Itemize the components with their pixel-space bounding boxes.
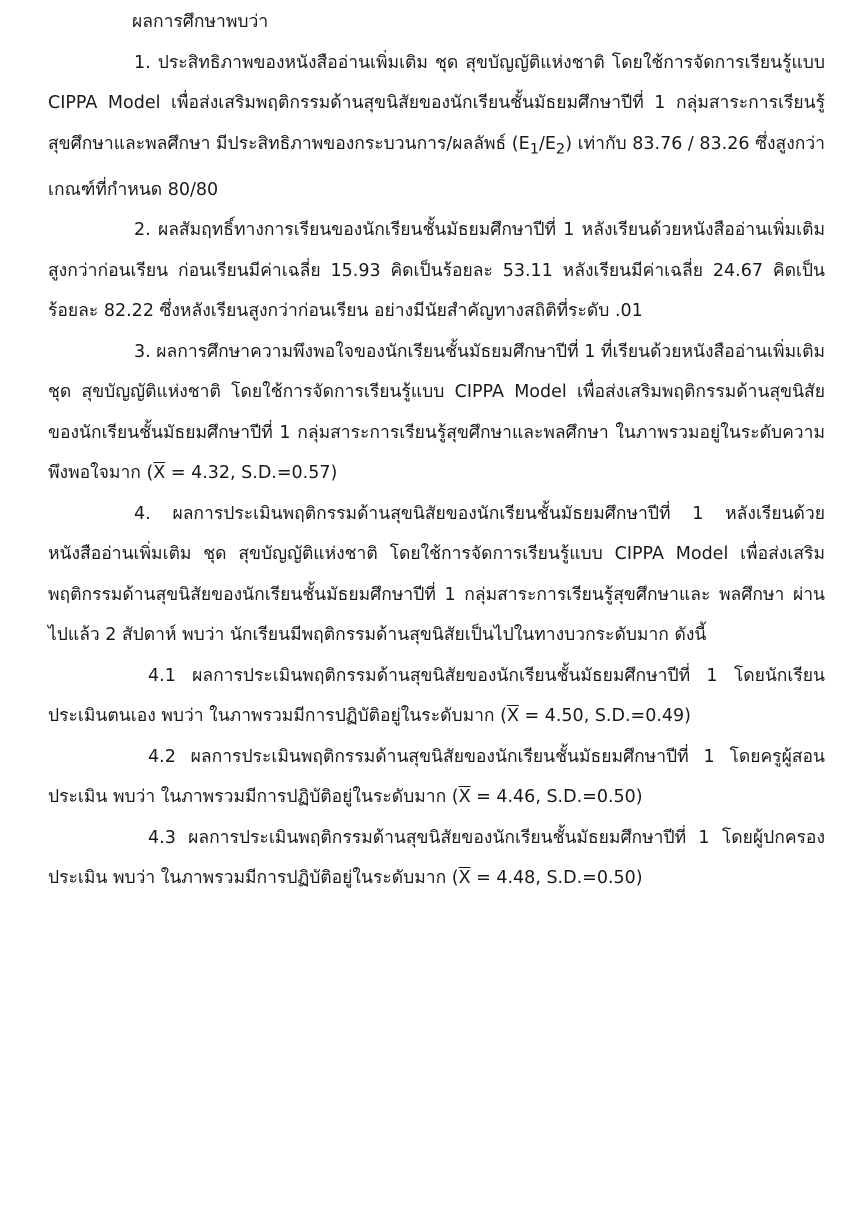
e1-subscript: 1	[529, 140, 539, 157]
mean-symbol: $\overline{X}$	[506, 706, 519, 726]
finding-1-paragraph	[48, 43, 825, 211]
finding-1-mid: /E	[538, 133, 556, 154]
finding-2-paragraph: 2. ผลสัมฤทธิ์ทางการเรียนของนักเรียนชั้นมัธยมศึกษาปีที่ 1 หลังเรียนด้วยหนังสืออ่านเพิ่มเติม สูงกว่าก่อนเรียน ก่อนเรียนมีค่าเฉลี่ย 15.93 คิดเป็นร้อยละ 53.11 หลังเรียนมีค่าเฉลี่ย 24.67 คิดเป็นร้อยละ 82.22 ซึ่งหลังเรียนสูงกว่าก่อนเรียน อย่างมีนัยสำคัญทางสถิติที่ระดับ .01	[48, 220, 825, 321]
finding-4-3-paragraph	[48, 818, 825, 899]
finding-4-paragraph: 4. ผลการประเมินพฤติกรรมด้านสุขนิสัยของนักเรียนชั้นมัธยมศึกษาปีที่ 1 หลังเรียนด้วยหนังสืออ่านเพิ่มเติม ชุด สุขบัญญัติแห่งชาติ โดยใช้การจัดการเรียนรู้แบบ CIPPA Model เพื่อส่งเสริมพฤติกรรมด้านสุขนิสัยของนักเรียนชั้นมัธยมศึกษาปีที่ 1 กลุ่มสาระการเรียนรู้สุขศึกษาและ พลศึกษา ผ่านไปแล้ว 2 สัปดาห์ พบว่า นักเรียนมีพฤติกรรมด้านสุขนิสัยเป็นไปในทางบวกระดับมาก ดังนี้	[48, 503, 825, 645]
finding-3-stats: = 4.32, S.D.=0.57)	[165, 463, 338, 483]
finding-1-text: 1. ประสิทธิภาพของหนังสืออ่านเพิ่มเติม ชุด สุขบัญญัติแห่งชาติ โดยใช้การจัดการเรียนรู้แบบ CIPPA Model เพื่อส่งเสริมพฤติกรรมด้านสุขนิสัยของนักเรียนชั้นมัธยมศึกษาปีที่ 1 กลุ่มสาระการเรียนรู้สุขศึกษาและพลศึกษา มีประสิทธิภาพของกระบวนการ/ผลลัพธ์ (E	[48, 52, 825, 154]
finding-4-2-stats: = 4.46, S.D.=0.50)	[470, 787, 643, 807]
document-page	[48, 0, 825, 899]
finding-3-paragraph	[48, 332, 825, 494]
finding-4-2-paragraph	[48, 737, 825, 818]
mean-symbol: $\overline{X}$	[458, 787, 471, 807]
findings-heading: ผลการศึกษาพบว่า	[132, 12, 269, 32]
finding-3-text: 3. ผลการศึกษาความพึงพอใจของนักเรียนชั้นมัธยมศึกษาปีที่ 1 ที่เรียนด้วยหนังสืออ่านเพิ่มเติม ชุด สุขบัญญัติแห่งชาติ โดยใช้การจัดการเรียนรู้แบบ CIPPA Model เพื่อส่งเสริมพฤติกรรมด้านสุขนิสัยของนักเรียนชั้นมัธยมศึกษาปีที่ 1 กลุ่มสาระการเรียนรู้สุขศึกษาและพลศึกษา ในภาพรวมอยู่ในระดับความพึงพอใจมาก (	[48, 341, 825, 483]
finding-4-1-stats: = 4.50, S.D.=0.49)	[518, 706, 691, 726]
mean-symbol: $\overline{X}$	[153, 463, 166, 483]
finding-1-end: ) เท่ากับ 83.76 / 83.26 ซึ่งสูงกว่าเกณฑ์ที่กำหนด 80/80	[48, 133, 825, 200]
mean-symbol: $\overline{X}$	[458, 868, 471, 888]
finding-4-3-stats: = 4.48, S.D.=0.50)	[470, 868, 643, 888]
finding-4-1-text: 4.1 ผลการประเมินพฤติกรรมด้านสุขนิสัยของนักเรียนชั้นมัธยมศึกษาปีที่ 1 โดยนักเรียนประเมินตนเอง พบว่า ในภาพรวมมีการปฏิบัติอยู่ในระดับมาก (	[48, 665, 825, 726]
finding-4-1-paragraph	[48, 656, 825, 737]
e2-subscript: 2	[555, 140, 566, 157]
finding-4-2-text: 4.2 ผลการประเมินพฤติกรรมด้านสุขนิสัยของนักเรียนชั้นมัธยมศึกษาปีที่ 1 โดยครูผู้สอนประเมิน พบว่า ในภาพรวมมีการปฏิบัติอยู่ในระดับมาก (	[48, 746, 825, 807]
finding-4-3-text: 4.3 ผลการประเมินพฤติกรรมด้านสุขนิสัยของนักเรียนชั้นมัธยมศึกษาปีที่ 1 โดยผู้ปกครองประเมิน พบว่า ในภาพรวมมีการปฏิบัติอยู่ในระดับมาก (	[48, 827, 825, 888]
